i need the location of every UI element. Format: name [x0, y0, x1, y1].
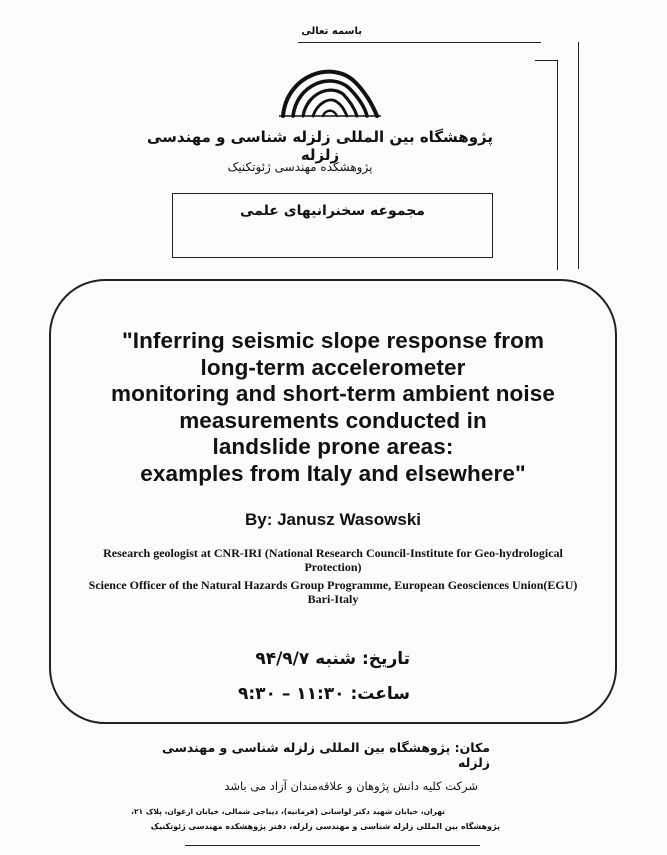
talk-title-line: long-term accelerometer: [200, 354, 466, 380]
bottom-rule: [185, 845, 480, 846]
affiliation-line: Research geologist at CNR-IRI (National Research Council-Institute for Geo-hydrological: [103, 546, 563, 560]
talk-title-line: monitoring and short-term ambient noise: [111, 381, 555, 406]
institute-logo: [277, 62, 381, 118]
research-school-name: پژوهشکده مهندسی ژئوتکنیک: [227, 160, 373, 174]
right-rule-outer: [578, 42, 579, 269]
talk-title: [60, 328, 606, 487]
talk-date: تاریخ: شنبه ۹۴/۹/۷: [255, 649, 410, 669]
address-line: پژوهشگاه بین المللی زلزله شناسی و مهندسی زلزله، دفتر پژوهشکده مهندسی ژئوتکنیک: [150, 822, 500, 831]
second-rule: [535, 60, 558, 61]
talk-title-line: landslide prone areas:: [212, 434, 454, 459]
affiliation-line: Protection): [304, 560, 362, 574]
attendance-note: شرکت کلیه دانش پژوهان و علاقه‌مندان آزاد می باشد: [224, 779, 478, 793]
talk-time: ساعت: ۱۱:۳۰ – ۹:۳۰: [237, 684, 410, 704]
talk-title-line: "Inferring seismic slope response from: [121, 328, 545, 353]
venue-text: مکان: پژوهشگاه بین المللی زلزله شناسی و مهندسی زلزله: [161, 740, 490, 770]
affiliation-line: Science Officer of the Natural Hazards Group Programme, European Geosciences Union(EGU): [88, 578, 578, 592]
right-rule-inner: [557, 61, 558, 270]
talk-title-line: examples from Italy and elsewhere": [140, 460, 526, 486]
speaker-name: By: Janusz Wasowski: [244, 510, 422, 529]
series-title: مجموعه سخنرانیهای علمی: [240, 203, 425, 219]
invocation-text: باسمه تعالی: [301, 26, 362, 37]
institute-name: پژوهشگاه بین المللی زلزله شناسی و مهندسی زلزله: [147, 128, 493, 164]
talk-title-line: measurements conducted in: [179, 407, 487, 433]
affiliation-line: Bari-Italy: [307, 592, 359, 606]
top-rule: [298, 42, 541, 43]
address-line: تهران، خیابان شهید دکتر لواسانی (فرمانیه)، دیباجی شمالی، خیابان ارغوان، پلاک ۲۱،: [131, 807, 445, 816]
